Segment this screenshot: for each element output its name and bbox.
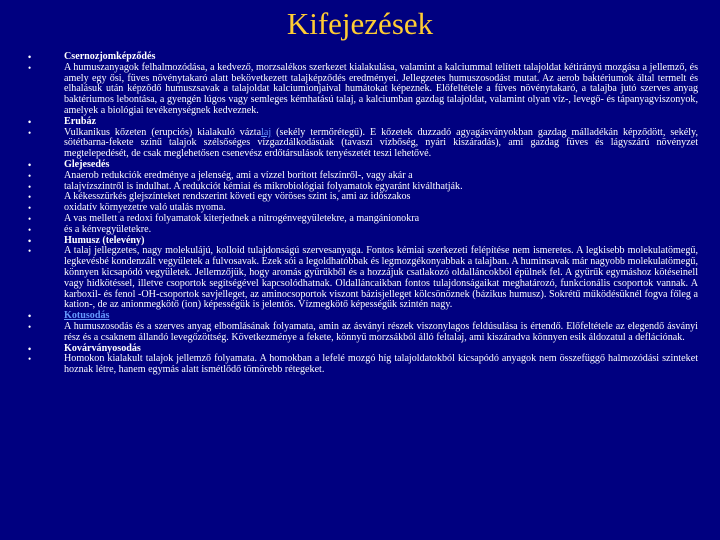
bullet-list [28,52,698,376]
term-description: • A talaj jellegzetes, nagy molekulájú, kolloid tulajdonságú szervesanyaga. Fontos kémiai szerkezeti felépítése nem ismeretes. A legkisebb molekulatömegű, legkevésbé kondenzált vegyületek a fulvosavak. Ezek sói a legoldhatóbbak és legmozgékonyabbak a talajban. A huminsavak már nagyobb molekulatömegű, könnyen kicsapódó vegyületek. Jellemzőjük, hogy aromás gyűrűkből és a hozzájuk csatlakozó oldalláncokból épülnek fel. A gyűrűk egymáshoz kötéseinell vagy hidkötéssel, illetve csoportok segítségével kapcsolódhatnak. Oldalláncaikban fontos tulajdonságaikat meghatározó, funkcionális csoportok vannak. A karboxil- és fenol -OH-csoportok savjelleget, az aminocsoportok viszont bázisjelleget kölcsönöznek (bázikus humusz). Sokrétű működésüknél fogva főleg a kation-, de az anionmegkötő (ion) képességük is jelentős. Vízmegkötő képességük szintén nagy. [28,246,698,311]
term-description: • és a kénvegyületekre. [28,225,698,236]
term-description: • A humuszanyagok felhalmozódása, a kedvező, morzsalékos szerkezet kialakulása, valamint a kalciummal telített talajoldat kétirányú mozgása a jellemző, és amely egy ősi, füves növénytakaró alatt bekövetkezett talajképződés eredményei. Jellegzetes humuszosodást mutat. Az aerob baktériumok által termelt és elhalásuk után képződő humuszsavak a talajoldat kalciumionjaival humátokat képeznek. Előfeltétele a füves növénytakaró, a talajba jutó szerves anyag baktériumos lebontása, a gyengén lúgos vagy semleges kémhatású talaj, a kalciumban gazdag talajoldat, valamint olyan víz-, levegő- és tápanyagviszonyok, amelyek a biológiai tevékenységnek kedveznek. [28,63,698,117]
term-description: • Homokon kialakult talajok jellemző folyamata. A homokban a lefelé mozgó híg talajoldatokból kicsapódó anyagok nem összefüggő halmozódási szinteket hoznak létre, hanem egymás alatt ismétlődő tömörebb rétegeket. [28,354,698,376]
slide-title: Kifejezések [286,6,434,41]
term-heading: • Erubáz [28,117,698,128]
description-text: Vulkanikus kőzeten (erupciós) kialakuló vázta [64,126,262,138]
kotusodas-link[interactable]: • Kotusodás [28,311,698,322]
term-heading: • Csernozjomképződés [28,52,698,63]
description-text: (sekély termőrétegű). E kőzetek duzzadó agyagásványokban gazdag málladékán képződött, sekély, sötétbarna-fekete színű talajok szélsőséges vízgazdálkodásúak (tavaszi vízbőség, nyári kiszáradás), ami gazdag füves és lágyszárú növényzet megtelepedését, de csak meglehetősen csenevész erdőtársulások tenyészetét teszi lehetővé. [64,126,698,160]
talaj-link[interactable]: laj [261,126,272,138]
term-description: • oxidatív környezetre való utalás nyoma. [28,203,698,214]
term-description: • A vas mellett a redoxi folyamatok kiterjednek a nitrogénvegyületekre, a mangánionokra [28,214,698,225]
term-heading: • Glejesedés [28,160,698,171]
term-description [28,128,698,160]
term-heading: • Humusz (televény) [28,236,698,247]
term-description: • Anaerob redukciók eredménye a jelenség, ami a vízzel borított felszínről-, vagy akár a [28,171,698,182]
term-heading: • Kovárványosodás [28,344,698,355]
term-description: • A humuszosodás és a szerves anyag elbomlásának folyamata, amin az ásványi részek viszonylagos feldúsulása is értendő. Előfeltétele az elegendő ásványi rész és a csaknem állandó levegőzöttség. Következménye a fekete, könnyű morzsákból álló feltalaj, ami kiszáradva könnyen esik áldozatul a deflációnak. [28,322,698,344]
term-description: • talajvízszintről is indulhat. A redukciót kémiai és mikrobiológiai folyamatok egyaránt kiválthatják. [28,182,698,193]
term-description: • A kékesszürkés glejszínteket rendszerint követi egy vöröses szint is, ami az időszakos [28,192,698,203]
